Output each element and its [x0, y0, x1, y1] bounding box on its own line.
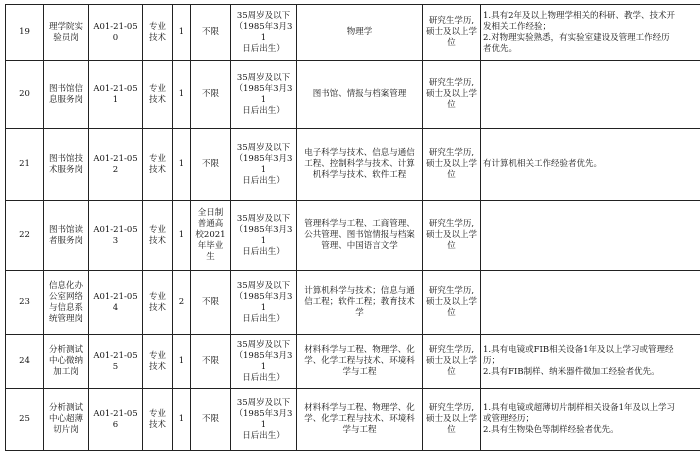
cell-text-line: 位 — [447, 241, 456, 251]
cell-hiring-count: 1 — [173, 5, 191, 61]
cell-text-line: （1985年3月31 — [234, 350, 293, 372]
cell-text-line: 技术 — [148, 419, 166, 430]
cell-text-line: 研究生学历, — [428, 345, 475, 355]
cell-text-line: 信息化办 — [48, 280, 83, 291]
cell-post-code: A01-21-055 — [89, 335, 143, 389]
cell-text-line: 技术 — [148, 235, 166, 246]
cell-degree — [423, 61, 481, 129]
cell-education-type — [191, 61, 231, 129]
cell-text-line: 技术 — [148, 302, 166, 313]
table-row — [6, 129, 700, 201]
cell-hiring-count: 1 — [173, 201, 191, 271]
cell-text-line: 日后出生） — [242, 105, 285, 116]
cell-text-line: 2.具有生物染色等制样经验者优先。 — [483, 425, 619, 435]
cell-text-line: 研究生学历, — [428, 16, 475, 26]
cell-text-line: 不限 — [201, 297, 219, 307]
cell-text-line: 或管理经历； — [483, 414, 535, 424]
cell-text-line: 分析测试 — [48, 345, 83, 355]
cell-number: 19 — [6, 5, 44, 61]
cell-text-line: 生 — [206, 252, 215, 262]
cell-text-line: 位 — [447, 367, 456, 377]
cell-text-line: 发相关工作经验； — [483, 21, 552, 32]
cell-text-line: 中心微纳 — [48, 356, 83, 366]
cell-post-code: A01-21-050 — [89, 5, 143, 61]
table-row — [6, 271, 700, 335]
cell-text-line: 技术 — [148, 164, 166, 175]
cell-other-requirements — [481, 201, 700, 271]
cell-other-requirements — [481, 389, 700, 451]
table-row — [6, 201, 700, 271]
cell-text-line: （1985年3月31 — [234, 224, 293, 246]
cell-text-line: 分析测试 — [48, 403, 83, 413]
cell-text-line: 专业 — [148, 153, 166, 164]
cell-text-line: 专业 — [148, 21, 166, 32]
cell-text-line: 者优先。 — [483, 43, 518, 54]
cell-text-line: 图书馆、情报与档案管理 — [312, 89, 407, 99]
cell-text-line: 2.对物理实验熟悉，有实验室建设及管理工作经历 — [483, 32, 670, 43]
cell-text-line: 有计算机相关工作经验者优先。 — [483, 159, 603, 169]
cell-major — [297, 61, 423, 129]
cell-text-line: 位 — [447, 38, 456, 48]
cell-text-line: 公共管理、图书馆情报与档案 — [304, 230, 415, 240]
cell-text-line: 日后出生） — [242, 246, 285, 257]
cell-post-category — [143, 271, 173, 335]
cell-age-requirement — [231, 5, 297, 61]
cell-post-code: A01-21-052 — [89, 129, 143, 201]
cell-text-line: 计算机科学与技术；信息与通 — [304, 286, 415, 296]
cell-number: 23 — [6, 271, 44, 335]
cell-text-line: 硕士及以上学 — [425, 159, 477, 169]
cell-text-line: 研究生学历, — [428, 403, 475, 413]
cell-post-category — [143, 335, 173, 389]
cell-text-line: 专业 — [148, 408, 166, 419]
cell-text-line: 工程、控制科学与技术、计算 — [304, 159, 415, 169]
cell-degree — [423, 129, 481, 201]
cell-text-line: 硕士及以上学 — [425, 297, 477, 307]
cell-post-name — [44, 5, 89, 61]
cell-education-type — [191, 129, 231, 201]
cell-text-line: 日后出生） — [242, 372, 285, 383]
cell-post-code: A01-21-056 — [89, 389, 143, 451]
cell-text-line: 硕士及以上学 — [425, 356, 477, 366]
cell-text-line: 物理学 — [346, 27, 373, 37]
cell-degree — [423, 335, 481, 389]
cell-text-line: 不限 — [201, 356, 219, 366]
cell-text-line: 学与工程 — [342, 425, 377, 435]
cell-text-line: 日后出生） — [242, 175, 285, 186]
cell-text-line: 技术 — [148, 361, 166, 372]
cell-text-line: 研究生学历, — [428, 148, 475, 158]
cell-hiring-count: 1 — [173, 389, 191, 451]
cell-text-line: 管理科学与工程、工商管理、 — [304, 219, 415, 229]
cell-text-line: 术服务岗 — [48, 164, 83, 175]
cell-text-line: 普通高 — [197, 219, 224, 229]
cell-text-line: 位 — [447, 170, 456, 180]
cell-text-line: （1985年3月31 — [234, 21, 293, 43]
cell-other-requirements — [481, 271, 700, 335]
cell-text-line: 日后出生） — [242, 313, 285, 324]
cell-number: 24 — [6, 335, 44, 389]
cell-hiring-count: 2 — [173, 271, 191, 335]
cell-number: 20 — [6, 61, 44, 129]
cell-post-name — [44, 201, 89, 271]
cell-text-line: 研究生学历, — [428, 78, 475, 88]
cell-text-line: 专业 — [148, 83, 166, 94]
cell-text-line: 验员岗 — [53, 32, 79, 43]
cell-text-line: 电子科学与技术、信息与通信 — [304, 148, 415, 158]
cell-text-line: 中心超薄 — [48, 414, 83, 424]
cell-degree — [423, 389, 481, 451]
cell-text-line: 材料科学与工程、物理学、化 — [304, 403, 415, 413]
cell-text-line: 公室网络 — [48, 291, 83, 302]
cell-text-line: 专业 — [148, 350, 166, 361]
cell-text-line: 信工程；软件工程；教育技术 — [304, 297, 415, 307]
cell-hiring-count: 1 — [173, 61, 191, 129]
cell-text-line: 图书馆信 — [48, 83, 83, 94]
cell-major — [297, 335, 423, 389]
cell-text-line: 理学院实 — [48, 21, 83, 32]
table-row — [6, 5, 700, 61]
cell-education-type — [191, 5, 231, 61]
cell-post-name — [44, 61, 89, 129]
cell-text-line: （1985年3月31 — [234, 408, 293, 430]
cell-age-requirement — [231, 335, 297, 389]
cell-education-type — [191, 271, 231, 335]
cell-education-type — [191, 201, 231, 271]
cell-text-line: 不限 — [201, 159, 219, 169]
recruitment-table — [5, 4, 700, 451]
cell-text-line: 2.具有FIB制样、纳米器件微加工经验者优先。 — [483, 367, 660, 377]
cell-text-line: 硕士及以上学 — [425, 414, 477, 424]
cell-text-line: 35周岁及以下 — [236, 10, 291, 21]
cell-degree — [423, 5, 481, 61]
cell-text-line: 学、化学工程与技术、环境科 — [304, 356, 415, 366]
cell-other-requirements — [481, 129, 700, 201]
cell-text-line: 硕士及以上学 — [425, 89, 477, 99]
cell-text-line: 位 — [447, 100, 456, 110]
cell-education-type — [191, 335, 231, 389]
cell-text-line: 全日制 — [197, 208, 224, 218]
cell-text-line: 35周岁及以下 — [236, 339, 291, 350]
cell-age-requirement — [231, 61, 297, 129]
cell-text-line: 不限 — [201, 89, 219, 99]
cell-text-line: 息服务岗 — [48, 94, 83, 105]
cell-number: 21 — [6, 129, 44, 201]
cell-major — [297, 271, 423, 335]
cell-text-line: 日后出生） — [242, 43, 285, 54]
cell-age-requirement — [231, 201, 297, 271]
cell-hiring-count: 1 — [173, 129, 191, 201]
cell-post-category — [143, 389, 173, 451]
cell-text-line: 1.具有电镜或FIB相关设备1年及以上学习或管理经 — [483, 345, 674, 355]
cell-post-name — [44, 389, 89, 451]
cell-text-line: 硕士及以上学 — [425, 230, 477, 240]
cell-text-line: 技术 — [148, 32, 166, 43]
cell-post-code: A01-21-054 — [89, 271, 143, 335]
cell-text-line: 学 — [355, 308, 364, 318]
cell-text-line: 者服务岗 — [48, 235, 83, 246]
cell-text-line: （1985年3月31 — [234, 153, 293, 175]
cell-number: 22 — [6, 201, 44, 271]
cell-major — [297, 389, 423, 451]
cell-post-category — [143, 129, 173, 201]
cell-text-line: 材料科学与工程、物理学、化 — [304, 345, 415, 355]
cell-text-line: 35周岁及以下 — [236, 280, 291, 291]
cell-hiring-count: 1 — [173, 335, 191, 389]
cell-post-name — [44, 271, 89, 335]
cell-text-line: 专业 — [148, 291, 166, 302]
cell-text-line: 历； — [483, 356, 501, 366]
cell-text-line: 研究生学历, — [428, 219, 475, 229]
cell-text-line: 专业 — [148, 224, 166, 235]
cell-text-line: 统管理岗 — [48, 313, 83, 324]
cell-text-line: （1985年3月31 — [234, 291, 293, 313]
cell-post-category — [143, 5, 173, 61]
cell-text-line: 1.具有2年及以上物理学相关的科研、教学、技术开 — [483, 10, 676, 21]
cell-text-line: 1.具有电镜或超薄切片制样相关设备1年及以上学习 — [483, 403, 676, 413]
cell-text-line: 不限 — [201, 414, 219, 424]
table-row — [6, 389, 700, 451]
cell-major — [297, 201, 423, 271]
cell-degree — [423, 201, 481, 271]
cell-other-requirements — [481, 335, 700, 389]
cell-number: 25 — [6, 389, 44, 451]
cell-text-line: 校2021 — [195, 230, 226, 240]
cell-post-code: A01-21-051 — [89, 61, 143, 129]
cell-text-line: 35周岁及以下 — [236, 72, 291, 83]
cell-age-requirement — [231, 389, 297, 451]
cell-post-code: A01-21-053 — [89, 201, 143, 271]
cell-text-line: （1985年3月31 — [234, 83, 293, 105]
cell-text-line: 35周岁及以下 — [236, 213, 291, 224]
cell-text-line: 加工岗 — [53, 367, 79, 377]
cell-education-type — [191, 389, 231, 451]
cell-other-requirements — [481, 61, 700, 129]
table-row — [6, 61, 700, 129]
cell-major — [297, 5, 423, 61]
cell-text-line: 图书馆读 — [48, 224, 83, 235]
cell-text-line: 年毕业 — [197, 241, 224, 251]
cell-text-line: 35周岁及以下 — [236, 142, 291, 153]
cell-text-line: 技术 — [148, 94, 166, 105]
cell-text-line: 不限 — [201, 27, 219, 37]
cell-degree — [423, 271, 481, 335]
cell-other-requirements — [481, 5, 700, 61]
cell-text-line: 位 — [447, 425, 456, 435]
cell-post-name — [44, 335, 89, 389]
cell-text-line: 图书馆技 — [48, 153, 83, 164]
table-body — [6, 5, 700, 451]
cell-text-line: 学、化学工程与技术、环境科 — [304, 414, 415, 424]
cell-text-line: 机科学与技术、软件工程 — [312, 170, 407, 180]
cell-text-line: 管理、中国语言文学 — [321, 241, 398, 251]
cell-major — [297, 129, 423, 201]
cell-text-line: 与信息系 — [48, 302, 83, 313]
cell-post-name — [44, 129, 89, 201]
cell-text-line: 硕士及以上学 — [425, 27, 477, 37]
cell-text-line: 35周岁及以下 — [236, 397, 291, 408]
cell-text-line: 日后出生） — [242, 430, 285, 441]
cell-age-requirement — [231, 129, 297, 201]
cell-text-line: 研究生学历, — [428, 286, 475, 296]
cell-age-requirement — [231, 271, 297, 335]
table-row — [6, 335, 700, 389]
cell-text-line: 位 — [447, 308, 456, 318]
cell-post-category — [143, 201, 173, 271]
cell-text-line: 学与工程 — [342, 367, 377, 377]
cell-post-category — [143, 61, 173, 129]
cell-text-line: 切片岗 — [53, 425, 79, 435]
